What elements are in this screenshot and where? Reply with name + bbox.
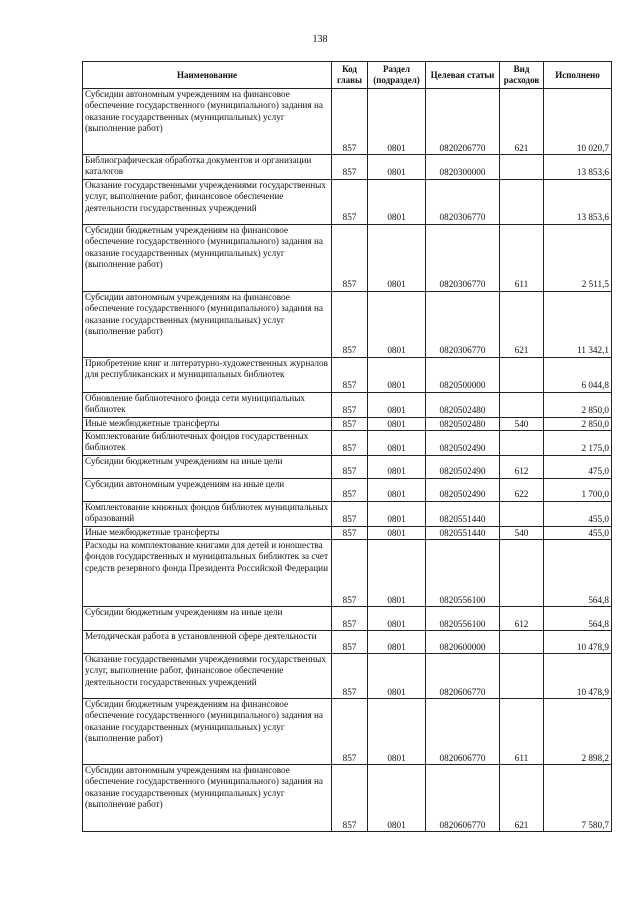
row-executed: 2 175,0 [544,431,612,456]
row-target: 0820306770 [426,224,500,291]
row-executed: 10 020,7 [544,89,612,155]
row-section: 0801 [368,540,426,607]
row-type [500,357,544,392]
row-target: 0820556100 [426,540,500,607]
row-type: 621 [500,765,544,832]
table-row [83,526,612,539]
row-executed: 564,8 [544,607,612,631]
row-name: Методическая работа в установленной сфере деятельности [83,631,332,654]
row-type: 540 [500,417,544,430]
row-code: 857 [332,526,368,539]
row-section: 0801 [368,431,426,456]
row-target: 0820606770 [426,765,500,832]
row-target: 0820306770 [426,179,500,224]
row-section: 0801 [368,478,426,501]
row-name: Приобретение книг и литературно-художественных журналов для республиканских и муниципальных библиотек [83,357,332,392]
row-name: Иные межбюджетные трансферты [83,526,332,539]
row-section: 0801 [368,155,426,180]
row-code: 857 [332,417,368,430]
row-code: 857 [332,654,368,699]
row-type [500,501,544,526]
row-target: 0820551440 [426,526,500,539]
row-target: 0820502480 [426,392,500,417]
row-target: 0820300000 [426,155,500,180]
row-code: 857 [332,455,368,478]
row-executed: 2 511,5 [544,224,612,291]
row-code: 857 [332,179,368,224]
row-section: 0801 [368,89,426,155]
row-target: 0820551440 [426,501,500,526]
table-row [83,501,612,526]
table-row [83,417,612,430]
row-executed: 455,0 [544,526,612,539]
row-code: 857 [332,89,368,155]
row-type [500,654,544,699]
row-name: Субсидии бюджетным учреждениям на финансовое обеспечение государственного (муниципального) задания на оказание государственных (муниципальных) услуг (выполнение работ) [83,224,332,291]
table-row [83,478,612,501]
row-executed: 475,0 [544,455,612,478]
table-row [83,631,612,654]
row-code: 857 [332,224,368,291]
row-name: Иные межбюджетные трансферты [83,417,332,430]
row-name: Субсидии бюджетным учреждениям на иные цели [83,455,332,478]
row-type: 612 [500,607,544,631]
row-section: 0801 [368,765,426,832]
row-type [500,392,544,417]
row-name: Обновление библиотечного фонда сети муниципальных библиотек [83,392,332,417]
row-executed: 455,0 [544,501,612,526]
row-target: 0820502480 [426,417,500,430]
row-executed: 6 044,8 [544,357,612,392]
table-row [83,224,612,291]
table-header-row [83,62,612,89]
row-section: 0801 [368,224,426,291]
table-row [83,540,612,607]
col-header-section: Раздел (подраздел) [368,62,426,89]
row-type: 621 [500,291,544,357]
row-section: 0801 [368,357,426,392]
row-executed: 2 850,0 [544,392,612,417]
col-header-executed: Исполнено [544,62,612,89]
table-row [83,291,612,357]
row-name: Расходы на комплектование книгами для детей и юношества фондов государственных и муниципальных библиотек за счет средств резервного фонда Президента Российской Федерации [83,540,332,607]
table-row [83,607,612,631]
row-target: 0820606770 [426,699,500,765]
row-type: 621 [500,89,544,155]
row-name: Субсидии автономным учреждениям на финансовое обеспечение государственного (муниципального) задания на оказание государственных (муниципальных) услуг (выполнение работ) [83,291,332,357]
budget-table [82,61,612,832]
page-number: 138 [312,34,328,45]
row-name: Субсидии автономным учреждениям на финансовое обеспечение государственного (муниципального) задания на оказание государственных (муниципальных) услуг (выполнение работ) [83,765,332,832]
row-target: 0820500000 [426,357,500,392]
row-executed: 11 342,1 [544,291,612,357]
row-type: 622 [500,478,544,501]
table-row [83,179,612,224]
table-row [83,357,612,392]
row-type [500,155,544,180]
row-target: 0820502490 [426,478,500,501]
row-executed: 13 853,6 [544,155,612,180]
col-header-name: Наименование [83,62,332,89]
row-section: 0801 [368,654,426,699]
row-type [500,431,544,456]
row-executed: 1 700,0 [544,478,612,501]
table-body [83,89,612,832]
row-code: 857 [332,765,368,832]
row-name: Библиографическая обработка документов и организации каталогов [83,155,332,180]
row-code: 857 [332,607,368,631]
row-target: 0820606770 [426,654,500,699]
col-header-code: Код главы [332,62,368,89]
table-row [83,392,612,417]
row-executed: 13 853,6 [544,179,612,224]
table-row [83,455,612,478]
row-name: Оказание государственными учреждениями государственных услуг, выполнение работ, финансовое обеспечение деятельности государственных учреждений [83,179,332,224]
row-type: 540 [500,526,544,539]
row-target: 0820306770 [426,291,500,357]
row-type: 612 [500,455,544,478]
row-code: 857 [332,357,368,392]
table-row [83,89,612,155]
row-executed: 10 478,9 [544,654,612,699]
row-code: 857 [332,631,368,654]
row-name: Субсидии бюджетным учреждениям на финансовое обеспечение государственного (муниципального) задания на оказание государственных (муниципальных) услуг (выполнение работ) [83,699,332,765]
table-row [83,765,612,832]
row-target: 0820206770 [426,89,500,155]
row-type: 611 [500,699,544,765]
row-executed: 564,8 [544,540,612,607]
row-target: 0820556100 [426,607,500,631]
row-target: 0820502490 [426,455,500,478]
table-row [83,654,612,699]
row-section: 0801 [368,392,426,417]
row-type: 611 [500,224,544,291]
row-code: 857 [332,540,368,607]
row-type [500,179,544,224]
row-type [500,540,544,607]
col-header-type: Вид расходов [500,62,544,89]
row-name: Комплектование книжных фондов библиотек муниципальных образований [83,501,332,526]
row-executed: 2 850,0 [544,417,612,430]
row-section: 0801 [368,417,426,430]
row-section: 0801 [368,501,426,526]
row-code: 857 [332,501,368,526]
row-executed: 10 478,9 [544,631,612,654]
row-type [500,631,544,654]
table-row [83,155,612,180]
table-row [83,699,612,765]
row-code: 857 [332,291,368,357]
table-row [83,431,612,456]
row-code: 857 [332,431,368,456]
row-section: 0801 [368,526,426,539]
row-section: 0801 [368,699,426,765]
row-section: 0801 [368,291,426,357]
row-name: Комплектование библиотечных фондов государственных библиотек [83,431,332,456]
row-code: 857 [332,392,368,417]
row-section: 0801 [368,455,426,478]
row-code: 857 [332,478,368,501]
row-section: 0801 [368,607,426,631]
row-executed: 2 898,2 [544,699,612,765]
row-target: 0820502490 [426,431,500,456]
row-executed: 7 580,7 [544,765,612,832]
row-code: 857 [332,699,368,765]
row-name: Субсидии бюджетным учреждениям на иные цели [83,607,332,631]
row-section: 0801 [368,179,426,224]
row-section: 0801 [368,631,426,654]
row-target: 0820600000 [426,631,500,654]
row-name: Субсидии автономным учреждениям на иные цели [83,478,332,501]
row-name: Субсидии автономным учреждениям на финансовое обеспечение государственного (муниципального) задания на оказание государственных (муниципальных) услуг (выполнение работ) [83,89,332,155]
row-code: 857 [332,155,368,180]
col-header-target: Целевая статьи [426,62,500,89]
row-name: Оказание государственными учреждениями государственных услуг, выполнение работ, финансовое обеспечение деятельности государственных учреждений [83,654,332,699]
